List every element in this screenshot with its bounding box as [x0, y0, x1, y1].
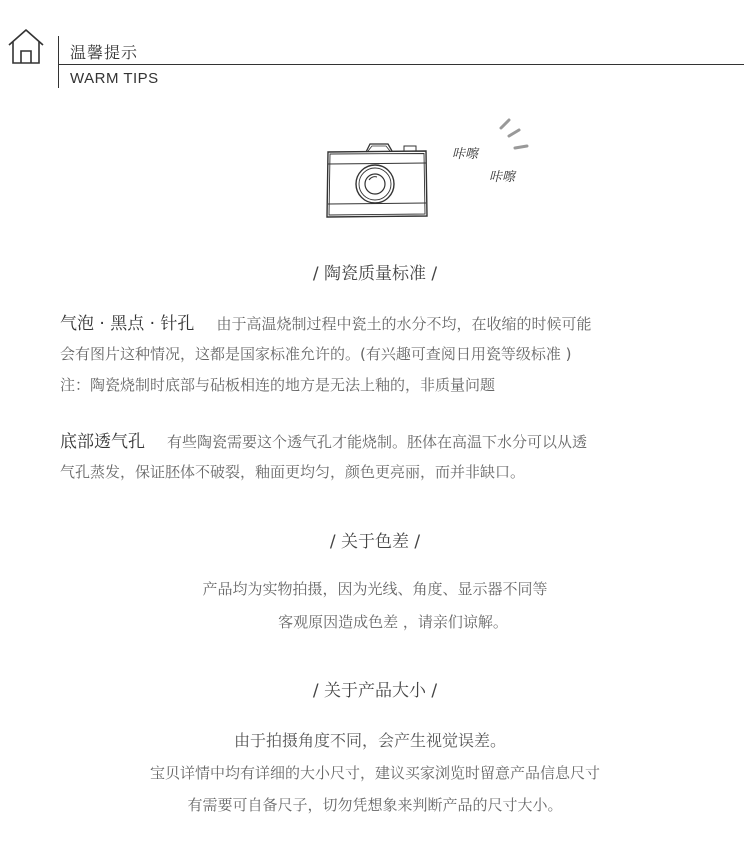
quality-paragraph-line — [60, 427, 587, 452]
header-horizontal-rule — [58, 64, 744, 65]
size-line: 有需要可自备尺子，切勿凭想象来判断产品的尺寸大小。 — [187, 796, 563, 814]
color-diff-line: 产品均为实物拍摄，因为光线、角度、显示器不同等 — [202, 580, 548, 598]
section-heading-size: / 关于产品大小 / — [312, 681, 438, 701]
quality-note-line: 注：陶瓷烧制时底部与砧板相连的地方是无法上釉的，非质量问题 — [60, 376, 496, 394]
header-title-english: WARM TIPS — [70, 70, 159, 87]
section-heading-quality: / 陶瓷质量标准 / — [312, 264, 438, 284]
size-line: 宝贝详情中均有详细的大小尺寸，建议买家浏览时留意产品信息尺寸 — [149, 764, 600, 782]
warm-tips-header — [0, 0, 750, 92]
quality-key-vent-hole: 底部透气孔 — [60, 432, 145, 452]
quality-key-bubbles: 气泡 · 黑点 · 针孔 — [60, 314, 195, 334]
quality-paragraph-line: 会有图片这种情况，这都是国家标准允许的。(有兴趣可查阅日用瓷等级标准 ) — [60, 345, 572, 363]
header-title-chinese: 温馨提示 — [70, 43, 139, 62]
section-heading-color: / 关于色差 / — [329, 532, 421, 552]
quality-paragraph-line — [60, 309, 591, 334]
quality-text: 有些陶瓷需要这个透气孔才能烧制。胚体在高温下水分可以从透 — [167, 433, 588, 451]
header-vertical-rule — [58, 36, 59, 88]
house-icon — [6, 26, 46, 66]
quality-paragraph-line: 气孔蒸发，保证胚体不破裂，釉面更均匀，颜色更亮丽，而并非缺口。 — [60, 463, 526, 481]
click-sound-text: 咔嚓 — [489, 170, 516, 185]
color-diff-line: 客观原因造成色差 ，请亲们谅解。 — [278, 613, 508, 631]
click-sound-text: 咔嚓 — [452, 147, 479, 162]
flash-sparks-icon — [495, 118, 535, 164]
camera-icon — [322, 138, 432, 222]
quality-text: 由于高温烧制过程中瓷土的水分不均，在收缩的时候可能 — [216, 315, 592, 333]
size-line: 由于拍摄角度不同，会产生视觉误差。 — [233, 731, 506, 750]
